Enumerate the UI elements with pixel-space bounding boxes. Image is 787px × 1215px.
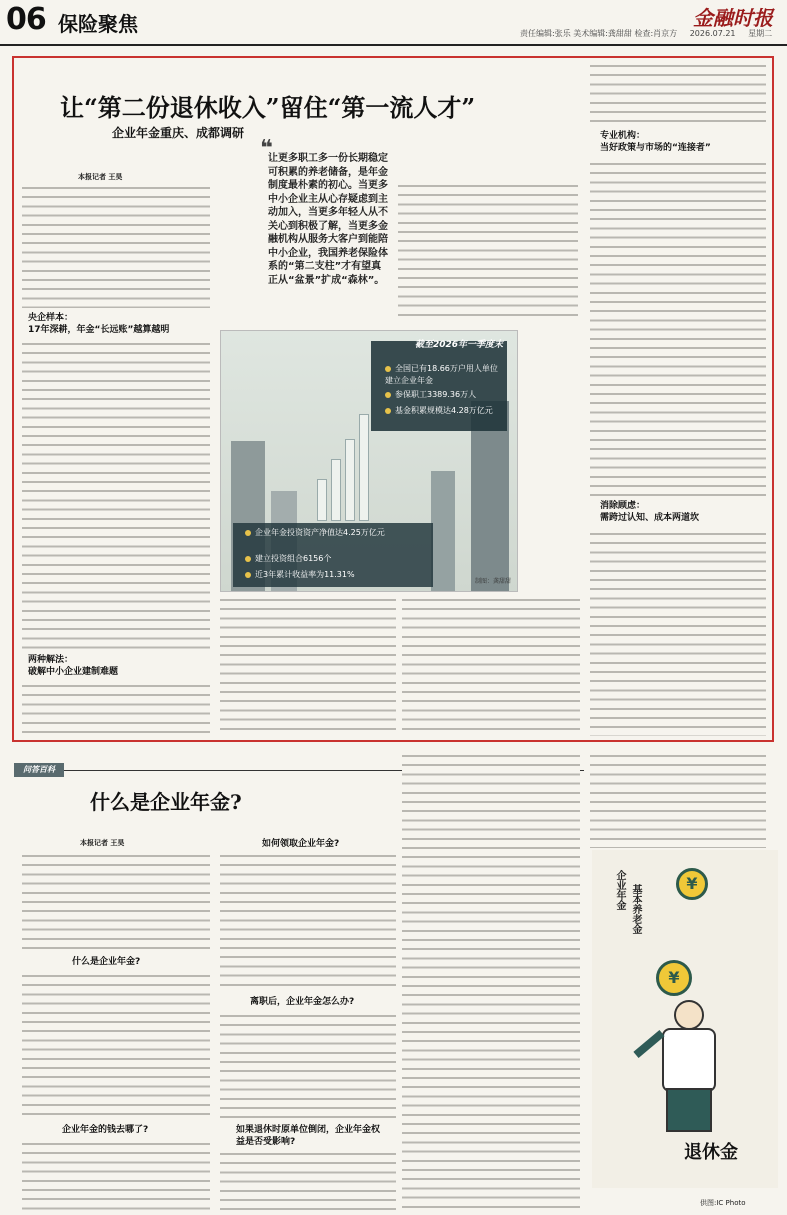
article-body-column xyxy=(398,182,578,322)
article-body-column xyxy=(402,596,580,736)
section-heading: 如果退休时原单位倒闭，企业年金权益是否受影响? xyxy=(236,1125,381,1147)
article-body-column xyxy=(590,160,766,496)
bar-graphic xyxy=(331,459,341,521)
section-heading: 两种解法： 破解中小企业建制难题 xyxy=(28,655,119,677)
stat-item: 企业年金投资资产净值达4.25万亿元 xyxy=(245,527,425,539)
editor-credits: 责任编辑:张乐 美术编辑:龚甜甜 检查:肖京方 xyxy=(520,29,678,38)
stats-panel-bottom xyxy=(233,523,433,587)
issue-date: 2026.07.21 xyxy=(689,29,736,38)
section-heading: 消除顾虑： 需跨过认知、成本两道坎 xyxy=(600,501,700,523)
page-header xyxy=(0,0,787,44)
cartoon-illustration xyxy=(592,850,778,1188)
page-number: 06 xyxy=(6,2,46,37)
bar-graphic xyxy=(359,414,369,521)
byline: 本报记者 王昊 xyxy=(80,839,125,847)
bar-graphic xyxy=(317,479,327,521)
article-body-column xyxy=(402,752,580,1210)
stat-item: 参保职工3389.36万人 xyxy=(385,389,476,401)
quote-icon: ❝ xyxy=(260,136,273,161)
section-heading: 如何领取企业年金? xyxy=(262,839,340,849)
stats-panel-top xyxy=(371,341,507,431)
bullet-icon xyxy=(385,408,391,414)
illustration-caption: 退休金 xyxy=(684,1142,738,1163)
stat-item: 基金积累规模达4.28万亿元 xyxy=(385,405,493,417)
photo-credit: 供图:IC Photo xyxy=(700,1199,746,1207)
stat-item: 全国已有18.66万户用人单位建立企业年金 xyxy=(385,364,498,385)
article-title: 让“第二份退休收入”留住“第一流人才” xyxy=(60,93,476,122)
bar-graphic xyxy=(345,439,355,521)
statistics-infographic xyxy=(220,330,518,592)
pull-quote-text: 让更多职工多一份长期稳定可积累的养老储备，是年金制度最朴素的初心。当更多中小企业主从心存疑虑到主动加入，当更多年轻人从不关心到积极了解，当更多金融机构从服务大客户到能陪中小企业，我国养老保险体系的“第二支柱”才有望真正从“盆景”扩成“森林”。 xyxy=(268,153,388,286)
article-body-column xyxy=(220,1012,396,1118)
infographic-credit: 制图：龚甜甜 xyxy=(474,578,511,585)
article-title: 什么是企业年金? xyxy=(90,790,242,814)
bullet-icon xyxy=(385,366,391,372)
section-heading: 专业机构： 当好政策与市场的“连接者” xyxy=(600,131,711,153)
stat-item: 近3年累计收益率为11.31% xyxy=(245,569,355,581)
article-body-column xyxy=(22,184,210,308)
byline: 本报记者 王昊 xyxy=(78,173,123,181)
section-title: 保险聚焦 xyxy=(58,12,138,36)
article-body-column xyxy=(22,682,210,736)
issue-weekday: 星期二 xyxy=(748,29,773,38)
masthead-logo: 金融时报 xyxy=(693,6,773,30)
building-graphic xyxy=(431,471,455,591)
article-body-column xyxy=(220,596,396,736)
editor-info xyxy=(520,28,782,39)
infographic-title: 截至2026年一季度末 xyxy=(414,340,503,350)
stat-item: 建立投资组合6156个 xyxy=(245,553,331,565)
section-heading: 离职后，企业年金怎么办? xyxy=(250,997,355,1007)
illustration-label: 企业年金 xyxy=(614,870,625,910)
article-body-column xyxy=(22,340,210,650)
section-heading: 企业年金的钱去哪了? xyxy=(62,1125,149,1135)
article-body-column xyxy=(590,530,766,736)
yuan-coin-icon: ¥ xyxy=(676,868,708,900)
article-body-column xyxy=(220,1150,396,1210)
header-rule xyxy=(0,44,787,46)
article-subtitle: 企业年金重庆、成都调研 xyxy=(112,126,245,140)
article-body-column xyxy=(22,972,210,1120)
bullet-icon xyxy=(385,392,391,398)
article-body-column xyxy=(220,852,396,992)
bullet-icon xyxy=(245,572,251,578)
yuan-coin-icon: ¥ xyxy=(656,960,692,996)
article-body-column xyxy=(590,62,766,122)
pull-quote xyxy=(260,136,388,287)
column-badge: 问答百科 xyxy=(14,763,64,777)
section-heading: 什么是企业年金? xyxy=(72,957,141,967)
illustration-label: 基本养老金 xyxy=(630,884,641,934)
bullet-icon xyxy=(245,530,251,536)
article-body-column xyxy=(22,1140,210,1210)
bullet-icon xyxy=(245,556,251,562)
person-figure xyxy=(632,1000,742,1130)
section-heading: 央企样本： 17年深耕，年金“长远账”越算越明 xyxy=(28,313,170,335)
article-body-column xyxy=(22,852,210,952)
article-body-column xyxy=(590,752,766,848)
